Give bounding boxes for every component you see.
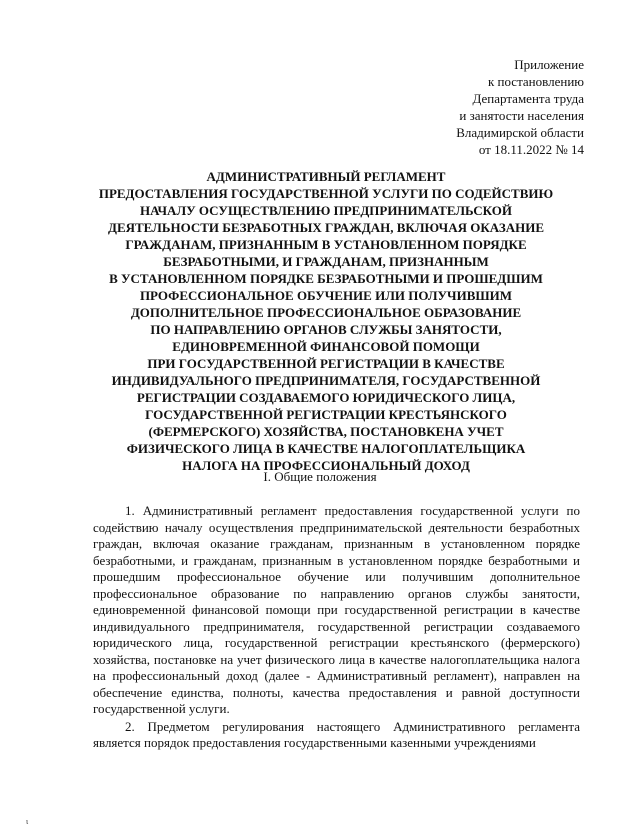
paragraph: 2. Предметом регулирования настоящего Административного регламента является порядок предоставления государственными казенными учреждениями xyxy=(93,718,580,750)
title-line: ПРИ ГОСУДАРСТВЕННОЙ РЕГИСТРАЦИИ В КАЧЕСТВЕ xyxy=(147,356,505,371)
corner-mark: ι xyxy=(26,817,29,826)
appendix-line: Приложение xyxy=(514,57,584,72)
title-line: В УСТАНОВЛЕННОМ ПОРЯДКЕ БЕЗРАБОТНЫМИ И ПРОШЕДШИМ xyxy=(109,271,543,286)
title-line: ПО НАПРАВЛЕНИЮ ОРГАНОВ СЛУЖБЫ ЗАНЯТОСТИ, xyxy=(150,322,502,337)
title-line: БЕЗРАБОТНЫМИ, И ГРАЖДАНАМ, ПРИЗНАННЫМ xyxy=(163,254,489,269)
title-line: ДОПОЛНИТЕЛЬНОЕ ПРОФЕССИОНАЛЬНОЕ ОБРАЗОВАНИЕ xyxy=(130,305,522,320)
title-line: РЕГИСТРАЦИИ СОЗДАВАЕМОГО ЮРИДИЧЕСКОГО ЛИЦА, xyxy=(136,390,516,405)
title-line: ПРЕДОСТАВЛЕНИЯ ГОСУДАРСТВЕННОЙ УСЛУГИ ПО СОДЕЙСТВИЮ xyxy=(98,186,554,201)
appendix-block xyxy=(456,56,584,158)
title-line: НАЛОГА НА ПРОФЕССИОНАЛЬНЫЙ ДОХОД xyxy=(182,458,470,473)
appendix-line: и занятости населения xyxy=(459,108,584,123)
appendix-line: к постановлению xyxy=(487,74,584,89)
section-heading: I. Общие положения xyxy=(263,469,377,484)
title-line: НАЧАЛУ ОСУЩЕСТВЛЕНИЮ ПРЕДПРИНИМАТЕЛЬСКОЙ xyxy=(139,203,513,218)
title-line: ГРАЖДАНАМ, ПРИЗНАННЫМ В УСТАНОВЛЕННОМ ПОРЯДКЕ xyxy=(125,237,527,252)
title-line: ЕДИНОВРЕМЕННОЙ ФИНАНСОВОЙ ПОМОЩИ xyxy=(172,339,480,354)
title-line: (ФЕРМЕРСКОГО) ХОЗЯЙСТВА, ПОСТАНОВКЕНА УЧЕТ xyxy=(148,424,504,439)
document-body xyxy=(93,503,580,752)
document-title xyxy=(86,168,566,474)
appendix-line: Департамента труда xyxy=(472,91,584,106)
title-line: ФИЗИЧЕСКОГО ЛИЦА В КАЧЕСТВЕ НАЛОГОПЛАТЕЛЬЩИКА xyxy=(126,441,526,456)
title-line: ГОСУДАРСТВЕННОЙ РЕГИСТРАЦИИ КРЕСТЬЯНСКОГО xyxy=(145,407,507,422)
title-line: ПРОФЕССИОНАЛЬНОЕ ОБУЧЕНИЕ ИЛИ ПОЛУЧИВШИМ xyxy=(139,288,513,303)
title-line: ДЕЯТЕЛЬНОСТИ БЕЗРАБОТНЫХ ГРАЖДАН, ВКЛЮЧАЯ ОКАЗАНИЕ xyxy=(108,220,544,235)
title-line: ИНДИВИДУАЛЬНОГО ПРЕДПРИНИМАТЕЛЯ, ГОСУДАРСТВЕННОЙ xyxy=(111,373,541,388)
paragraph: 1. Административный регламент предоставления государственной услуги по содействию началу осуществления предпринимательской деятельности безработных граждан, включая оказание гражданам, признанным в установленном порядке безработными, и гражданам, признанным в установленном порядке безработными и прошедшим профессиональное обучение или получившим дополнительное профессиональное образование по направлению органов службы занятости, единовременной финансовой помощи при государственной регистрации в качестве индивидуального предпринимателя, государственной регистрации создаваемого юридического лица, государственной регистрации крестьянского (фермерского) хозяйства, постановке на учет физического лица в качестве налогоплательщика налога на профессиональный доход (далее - Административный регламент), направлен на обеспечение единства, полноты, качества предоставления и равной доступности государственной услуги. xyxy=(93,503,580,716)
title-line: АДМИНИСТРАТИВНЫЙ РЕГЛАМЕНТ xyxy=(206,169,446,184)
appendix-line: от 18.11.2022 № 14 xyxy=(478,142,584,157)
appendix-line: Владимирской области xyxy=(456,125,584,140)
